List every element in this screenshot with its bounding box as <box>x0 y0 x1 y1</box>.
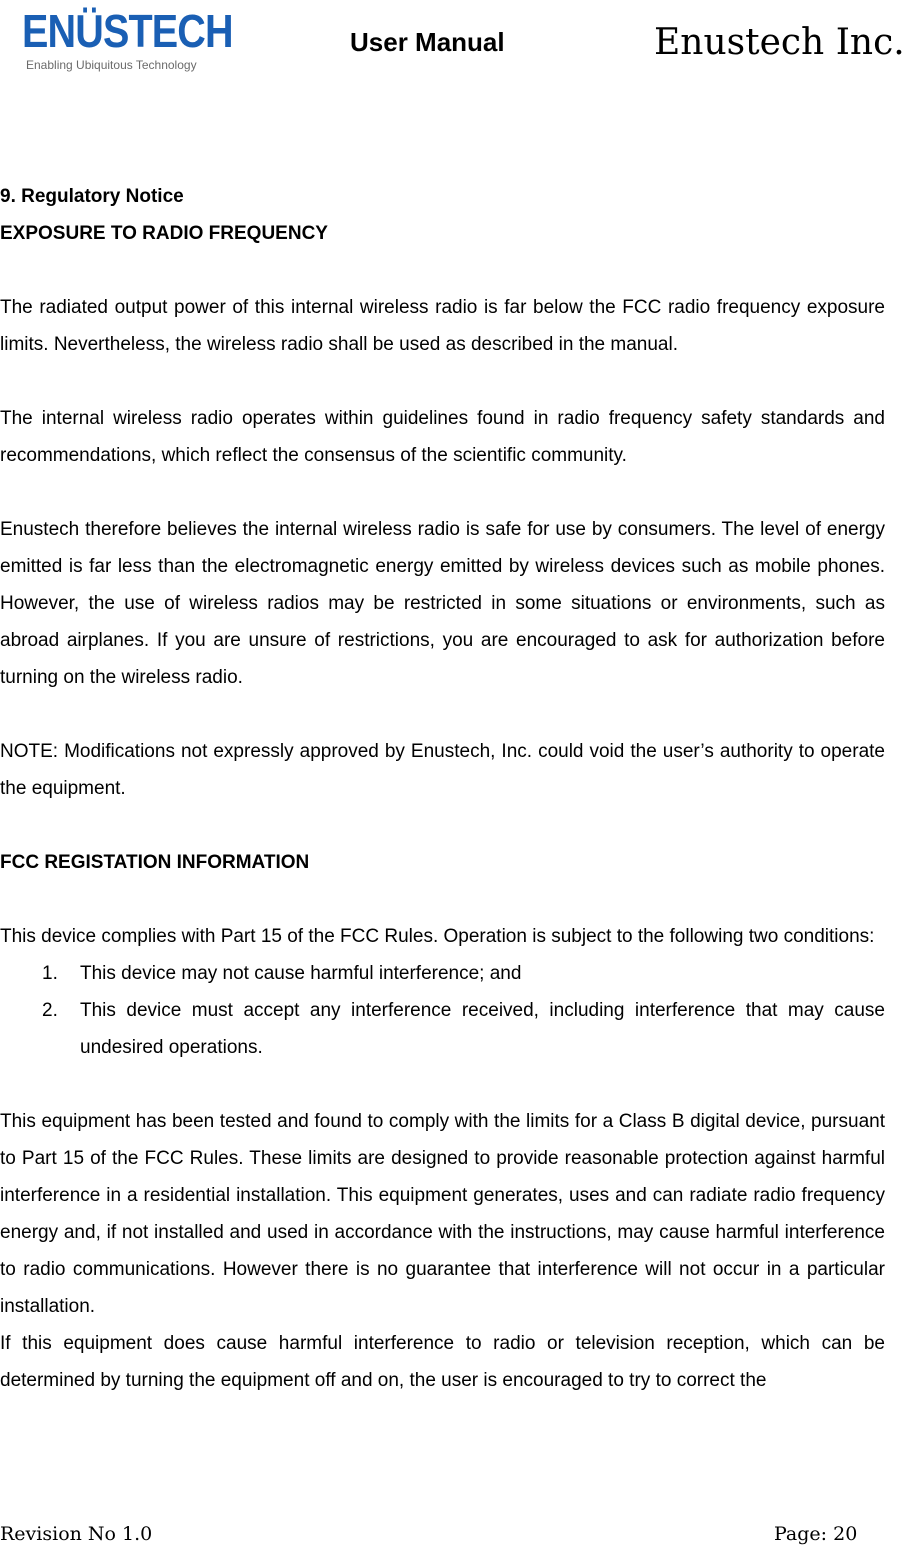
document-body <box>0 178 885 1399</box>
document-title: User Manual <box>350 27 505 57</box>
list-item <box>0 992 885 1066</box>
paragraph: The radiated output power of this internal wireless radio is far below the FCC radio frequency exposure limits. Nevertheless, the wireless radio shall be used as described in the manual. <box>0 297 885 355</box>
logo-tagline: Enabling Ubiquitous Technology <box>26 58 197 72</box>
page-number: Page: 20 <box>774 1523 858 1545</box>
paragraph: If this equipment does cause harmful interference to radio or television reception, which can be determined by turning the equipment off and on, the user is encouraged to try to correct the <box>0 1333 885 1391</box>
conditions-list <box>0 955 885 1066</box>
paragraph: The internal wireless radio operates within guidelines found in radio frequency safety standards and recommendations, which reflect the consensus of the scientific community. <box>0 408 885 466</box>
list-text: This device must accept any interference received, including interference that may cause undesired operations. <box>80 1000 885 1058</box>
paragraph: This equipment has been tested and found to comply with the limits for a Class B digital device, pursuant to Part 15 of the FCC Rules. These limits are designed to provide reasonable protection against harmful interference in a residential installation. This equipment generates, uses and can radiate radio frequency energy and, if not installed and used in accordance with the instructions, may cause harmful interference to radio communications. However there is no guarantee that interference will not occur in a particular installation. <box>0 1111 885 1317</box>
paragraph: Enustech therefore believes the internal wireless radio is safe for use by consumers. The level of energy emitted is far less than the electromagnetic energy emitted by wireless devices such as mobile phones. However, the use of wireless radios may be restricted in some situations or environments, such as abroad airplanes. If you are unsure of restrictions, you are encouraged to ask for authorization before turning on the wireless radio. <box>0 519 885 688</box>
section-title: 9. Regulatory Notice <box>0 186 184 207</box>
list-number: 2. <box>42 1000 58 1021</box>
list-item <box>0 955 885 992</box>
note-paragraph: NOTE: Modifications not expressly approved by Enustech, Inc. could void the user’s authority to operate the equipment. <box>0 741 885 799</box>
exposure-heading: EXPOSURE TO RADIO FREQUENCY <box>0 223 328 244</box>
company-logo <box>22 4 233 78</box>
paragraph: This device complies with Part 15 of the FCC Rules. Operation is subject to the following two conditions: <box>0 926 875 947</box>
logo-wordmark: ENÜSTECH <box>22 5 233 57</box>
list-number: 1. <box>42 963 58 984</box>
fcc-heading: FCC REGISTATION INFORMATION <box>0 852 310 873</box>
list-text: This device may not cause harmful interference; and <box>80 963 522 984</box>
company-name: Enustech Inc. <box>654 22 905 63</box>
revision-number: Revision No 1.0 <box>0 1523 153 1545</box>
